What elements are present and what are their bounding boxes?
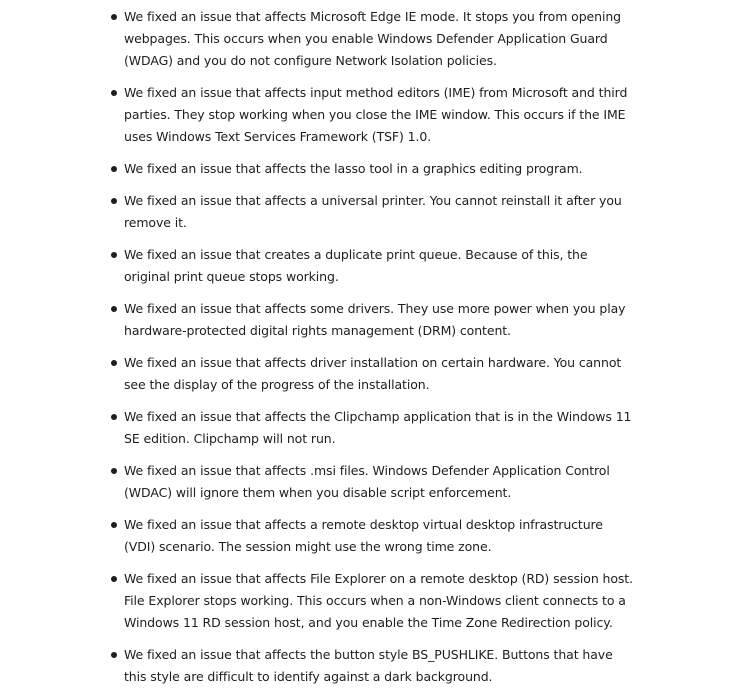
- list-item: We fixed an issue that affects File Explorer on a remote desktop (RD) session host. File Explorer stops working. This occurs when a non-Windows client connects to a Windows 11 RD session host, and you enable the Time Zone Redirection policy.: [124, 568, 634, 634]
- list-item: We fixed an issue that affects the Clipchamp application that is in the Windows 11 SE edition. Clipchamp will not run.: [124, 406, 634, 450]
- list-item: We fixed an issue that affects the button style BS_PUSHLIKE. Buttons that have this style are difficult to identify against a dark background.: [124, 644, 634, 688]
- list-item: We fixed an issue that affects the lasso tool in a graphics editing program.: [124, 158, 634, 180]
- list-item: We fixed an issue that affects Microsoft Edge IE mode. It stops you from opening webpages. This occurs when you enable Windows Defender Application Guard (WDAG) and you do not configure Network Isolation policies.: [124, 6, 634, 72]
- list-item: We fixed an issue that affects a remote desktop virtual desktop infrastructure (VDI) scenario. The session might use the wrong time zone.: [124, 514, 634, 558]
- list-item: We fixed an issue that affects a universal printer. You cannot reinstall it after you remove it.: [124, 190, 634, 234]
- list-item: We fixed an issue that affects driver installation on certain hardware. You cannot see the display of the progress of the installation.: [124, 352, 634, 396]
- list-item: We fixed an issue that affects .msi files. Windows Defender Application Control (WDAC) will ignore them when you disable script enforcement.: [124, 460, 634, 504]
- list-item: We fixed an issue that affects input method editors (IME) from Microsoft and third parties. They stop working when you close the IME window. This occurs if the IME uses Windows Text Services Framework (TSF) 1.0.: [124, 82, 634, 148]
- list-item: We fixed an issue that creates a duplicate print queue. Because of this, the original print queue stops working.: [124, 244, 634, 288]
- list-item: We fixed an issue that affects some drivers. They use more power when you play hardware-protected digital rights management (DRM) content.: [124, 298, 634, 342]
- release-notes-list: [124, 6, 634, 698]
